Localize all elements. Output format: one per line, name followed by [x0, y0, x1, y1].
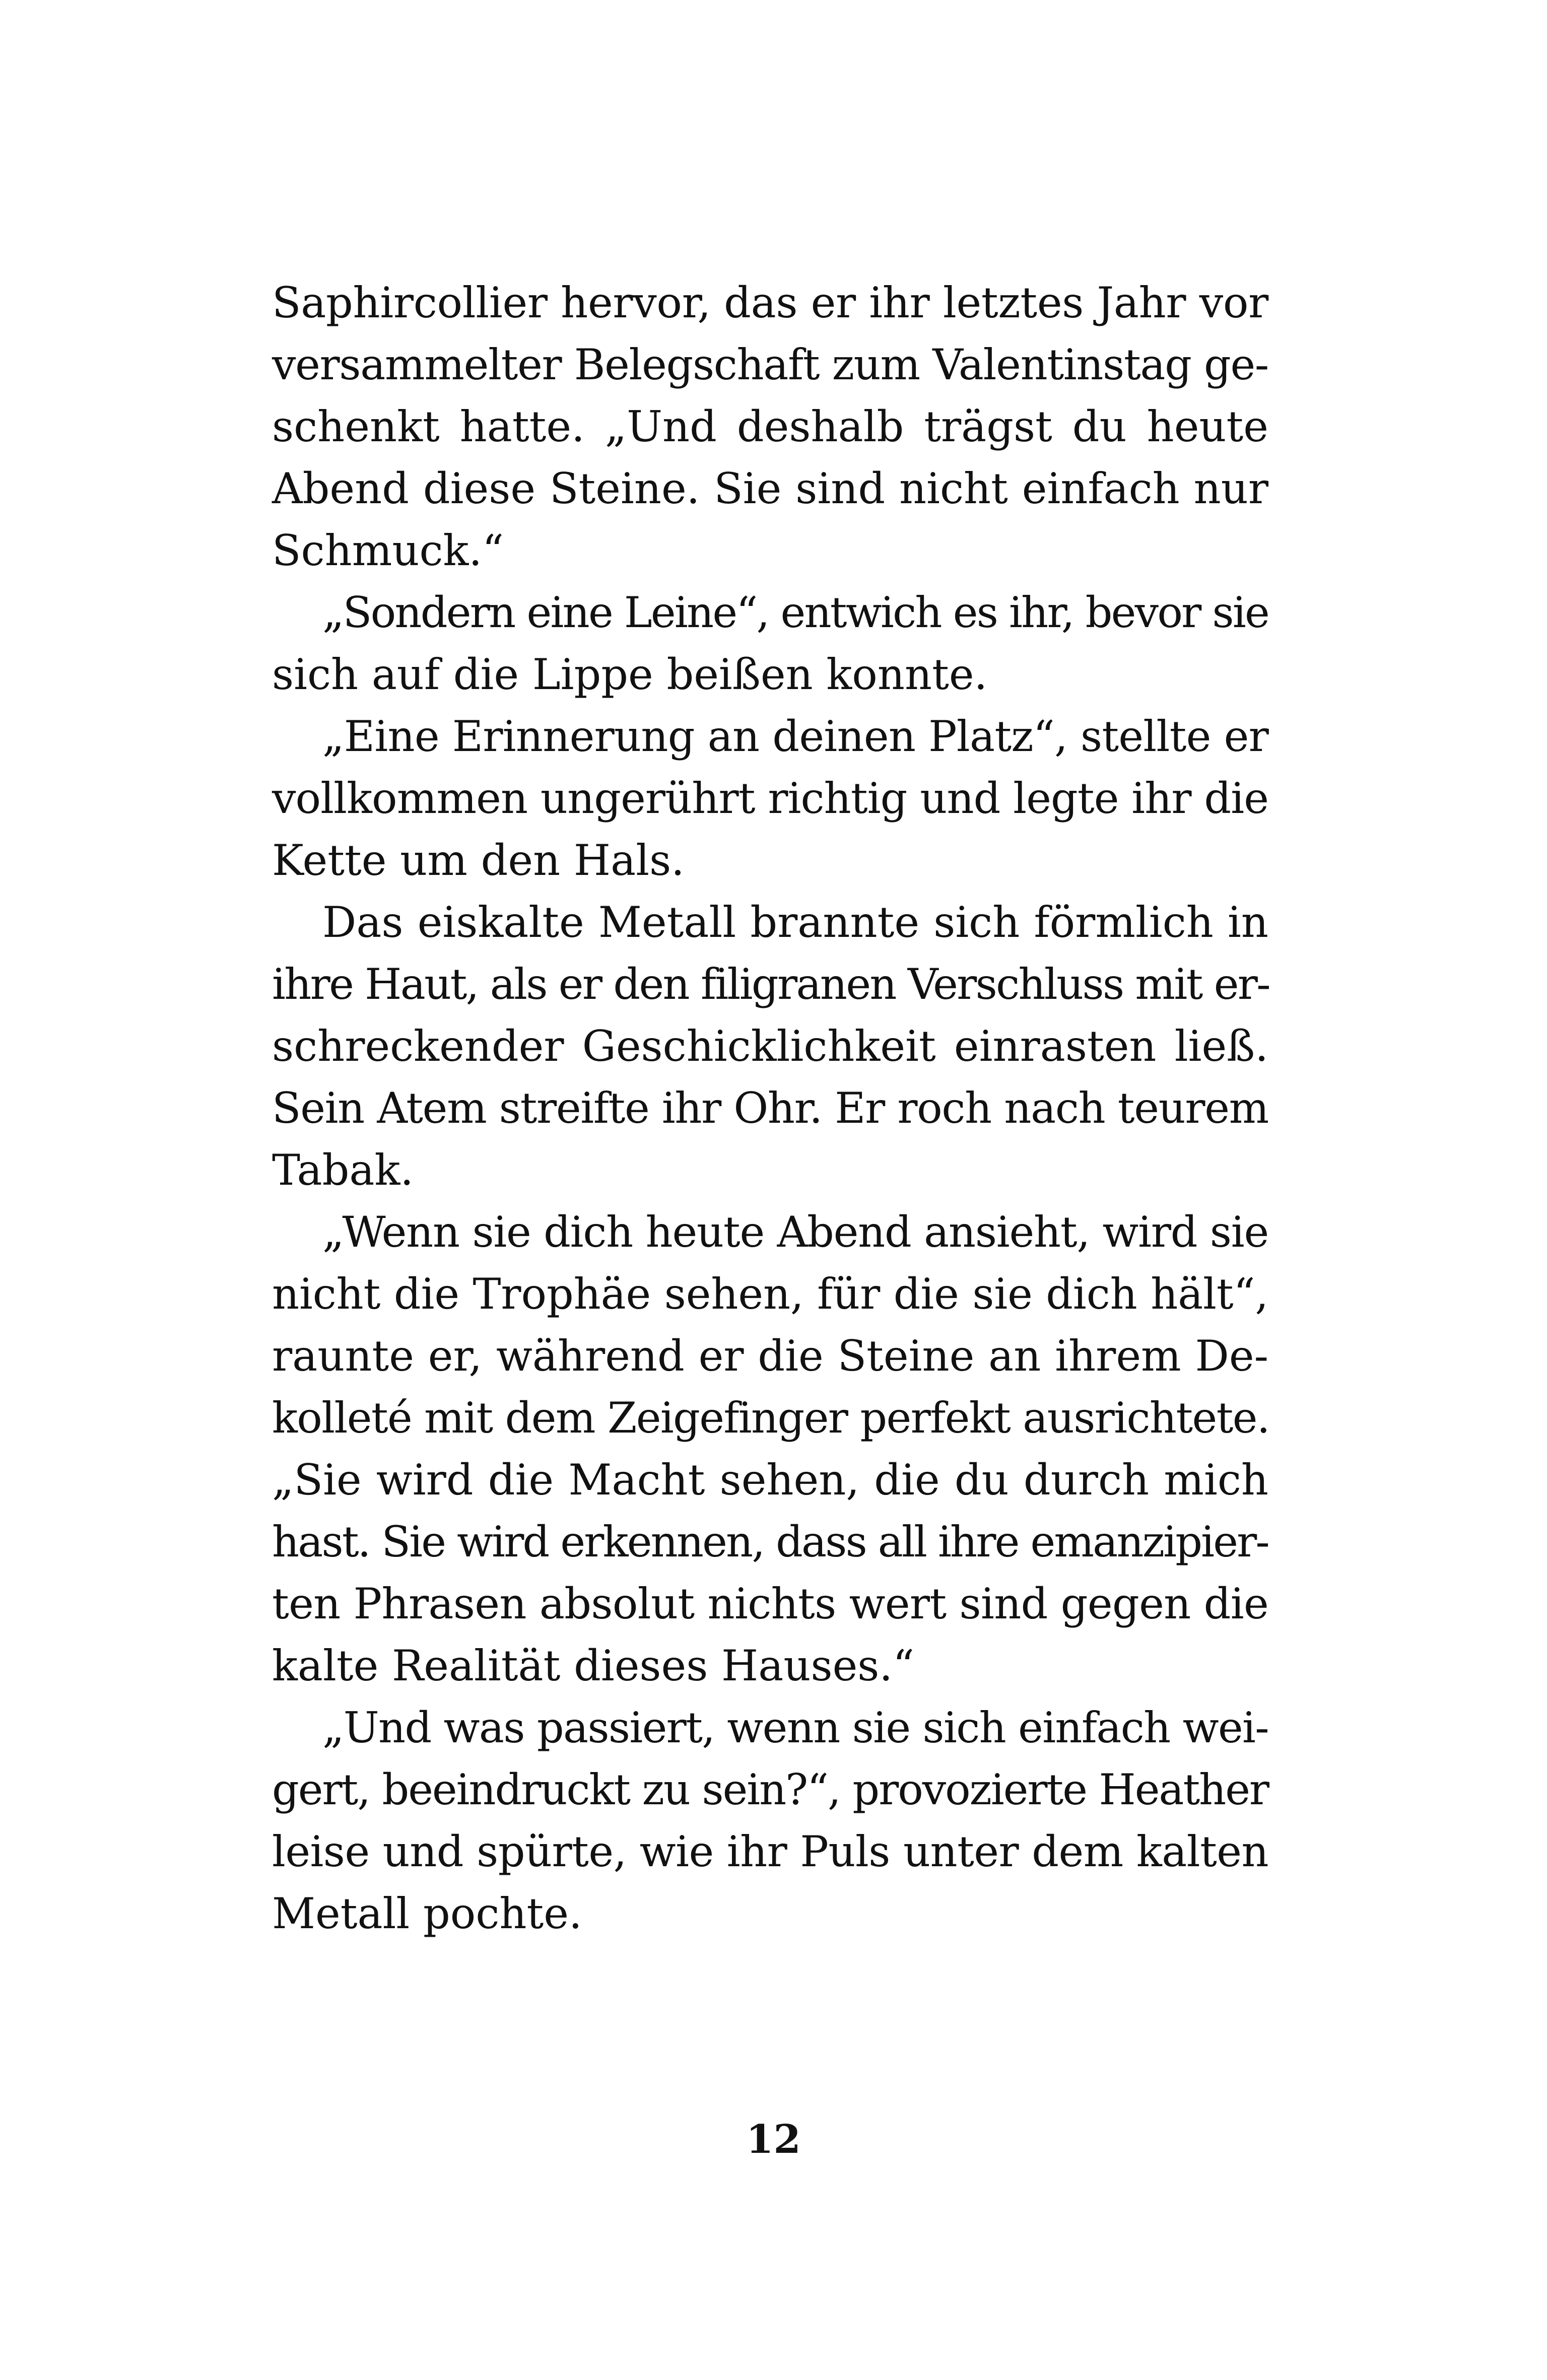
- text-line: gert, beeindruckt zu sein?“, provozierte Heather: [272, 1765, 1269, 1814]
- text-line: „Wenn sie dich heute Abend ansieht, wird sie: [322, 1207, 1268, 1257]
- text-line: Schmuck.“: [272, 526, 504, 575]
- body-text: [272, 272, 1268, 1945]
- text-line: kolleté mit dem Zeigefinger perfekt ausrichtete.: [272, 1393, 1269, 1443]
- text-line: „Sondern eine Leine“, entwich es ihr, bevor sie: [322, 588, 1269, 637]
- text-line: Metall pochte.: [272, 1889, 582, 1938]
- text-line: Sein Atem streifte ihr Ohr. Er roch nach teurem: [272, 1083, 1268, 1133]
- text-line: sich auf die Lippe beißen konnte.: [272, 650, 988, 699]
- text-line: Abend diese Steine. Sie sind nicht einfach nur: [272, 464, 1268, 513]
- text-line: „Und was passiert, wenn sie sich einfach wei-: [322, 1703, 1268, 1752]
- page-number: 12: [746, 2117, 801, 2162]
- text-line: „Eine Erinnerung an deinen Platz“, stellte er: [322, 712, 1268, 761]
- text-line: Tabak.: [272, 1145, 414, 1195]
- text-line: Kette um den Hals.: [272, 836, 685, 885]
- text-line: hast. Sie wird erkennen, dass all ihre emanzipier-: [272, 1517, 1268, 1567]
- text-line: leise und spürte, wie ihr Puls unter dem kalten: [272, 1827, 1268, 1876]
- text-line: schreckender Geschicklichkeit einrasten ließ.: [272, 1022, 1268, 1071]
- text-line: schenkt hatte. „Und deshalb trägst du heute: [272, 402, 1268, 451]
- text-line: ihre Haut, als er den filigranen Verschluss mit er-: [272, 960, 1269, 1009]
- text-line: „Sie wird die Macht sehen, die du durch mich: [272, 1455, 1268, 1505]
- text-line: Saphircollier hervor, das er ihr letztes Jahr vor: [272, 278, 1268, 327]
- text-line: vollkommen ungerührt richtig und legte ihr die: [272, 774, 1268, 823]
- text-line: Das eiskalte Metall brannte sich förmlich in: [322, 898, 1268, 947]
- text-line: ten Phrasen absolut nichts wert sind gegen die: [272, 1579, 1268, 1628]
- text-line: nicht die Trophäe sehen, für die sie dich hält“,: [272, 1269, 1268, 1319]
- text-line: versammelter Belegschaft zum Valentinstag ge-: [272, 340, 1268, 389]
- text-line: kalte Realität dieses Hauses.“: [272, 1641, 915, 1690]
- text-line: raunte er, während er die Steine an ihrem De-: [272, 1331, 1268, 1381]
